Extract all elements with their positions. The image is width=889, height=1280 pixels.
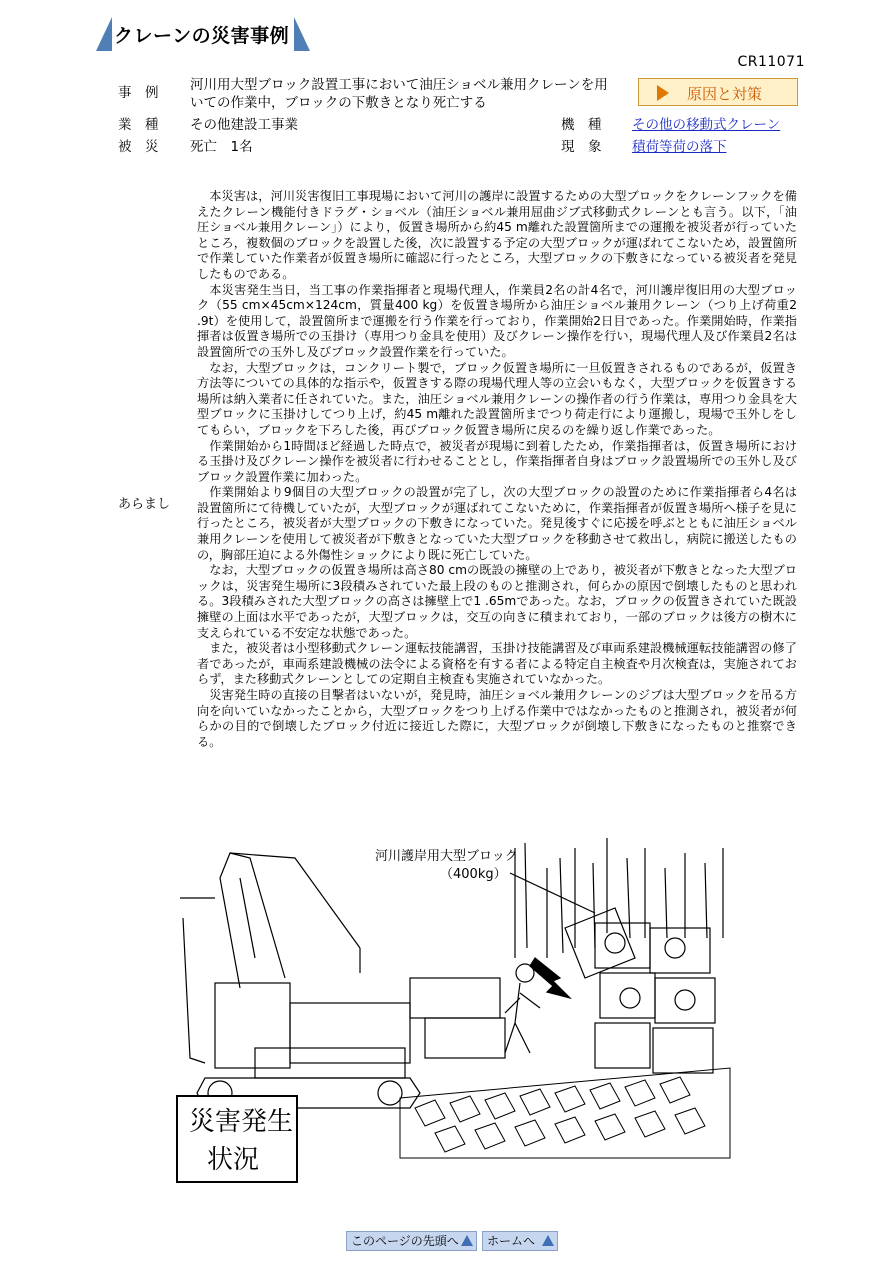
kikai-link[interactable]: その他の移動式クレーン: [632, 117, 781, 133]
cause-button-label: 原因と対策: [687, 85, 763, 103]
accident-illustration: [175, 838, 735, 1186]
back-to-top-button[interactable]: [346, 1231, 477, 1251]
summary-paragraph: また，被災者は小型移動式クレーン運転技能講習，玉掛け技能講習及び車両系建設機械運転技能講習の修了者であったが，車両系建設機械の法令による資格を有する者による特定自主検査や月次検査は，実施されておらず，また移動式クレーンとしての定期自主検査も実施されていなかった。: [197, 641, 797, 687]
block-label-line2: （400kg）: [440, 867, 507, 882]
excavator-crane: [180, 853, 420, 1108]
play-arrow-icon: [657, 85, 669, 101]
kikai-label: 機 種: [561, 117, 602, 133]
page-title-banner: [96, 17, 310, 51]
summary-paragraph: 本災害は，河川災害復旧工事現場において河川の護岸に設置するための大型ブロックをクレーンフックを備えたクレーン機能付きドラグ・ショベル（油圧ショベル兼用屈曲ジブ式移動式クレーンとも言う。以下，「油圧ショベル兼用クレーン」）により，仮置き場所から約45 m離れた設置箇所までの運搬を被災者が行っていたところ，複数個のブロックを設置した後，次に設置する予定の大型ブロックが運ばれてこないため，設置箇所で作業していた作業者が仮置き場所に確認に行ったところ，大型ブロックの下敷きになっている被災者を発見したものである。: [197, 189, 797, 281]
up-triangle-icon: [542, 1235, 554, 1246]
case-code: CR11071: [737, 54, 805, 70]
summary-paragraph: なお，大型ブロックは，コンクリート製で，ブロック仮置き場所に一旦仮置きされるものであるが，仮置き方法等についての具体的な指示や，仮置きする際の現場代理人等の立会いもなく，大型ブロックを仮置きする場所は納入業者に任されていた。また，油圧ショベル兼用クレーンの操作者の行う作業は，専用つり金具を大型ブロックに玉掛けしてつり上げ，約45 m離れた設置箇所までつり荷走行により運搬し，現場で玉外しをしてもらい，ブロックを下ろした後，再びブロック仮置き場所に戻るのを繰り返し作業であった。: [197, 360, 797, 437]
up-triangle-icon: [461, 1235, 473, 1246]
summary-paragraph: 本災害発生当日，当工事の作業指揮者と現場代理人，作業員2名の計4名で，河川護岸復旧用の大型ブロック（55 cm×45cm×124cm，質量400 kg）を仮置き場所から油圧ショベル兼用クレーン（つり上げ荷重2 .9t）を使用して，設置箇所まで運搬を行う作業を行っており，作業開始2日目であった。作業開始時，作業指揮者は仮置き場所での玉掛け（専用つり金具を使用）及びクレーン操作を行い，現場代理人及び作業員2名は設置箇所での玉外し及びブロック設置作業を行っていた。: [197, 282, 797, 359]
label-leader-line: [510, 873, 595, 913]
genshou-label: 現 象: [561, 139, 602, 155]
jirei-label: 事 例: [118, 85, 159, 101]
block-label-line1: 河川護岸用大型ブロック: [375, 849, 518, 864]
home-button[interactable]: [482, 1231, 558, 1251]
stamp-line1: 災害発生: [189, 1107, 294, 1137]
cause-and-measures-button[interactable]: [638, 78, 798, 106]
summary-paragraph: 作業開始より9個目の大型ブロックの設置が完了し，次の大型ブロックの設置のために作業指揮者ら4名は設置箇所にて待機していたが，大型ブロックが運ばれてこないために，作業指揮者が仮置き場所へ様子を見に行ったところ，被災者が大型ブロックの下敷きになっていた。発見後すぐに応援を呼ぶとともに油圧ショベル兼用クレーンを使用して被災者が下敷きとなっていた大型ブロックを移動させて救出し，病院に搬送したものの，胸部圧迫による外傷性ショックにより既に死亡していた。: [197, 485, 797, 562]
jirei-value-line1: 河川用大型ブロック設置工事において油圧ショベル兼用クレーンを用: [190, 77, 608, 93]
back-to-top-label: このページの先頭へ: [351, 1234, 459, 1248]
hisai-label: 被 災: [118, 139, 159, 155]
summary-paragraph: 作業開始から1時間ほど経過した時点で，被災者が現場に到着したため，作業指揮者は，仮置き場所における玉掛け及びクレーン操作を被災者に行わせることとし，作業指揮者自身はブロック設置場所での玉外し及びブロック設置作業に加わった。: [197, 438, 797, 484]
gyoushu-label: 業 種: [118, 117, 159, 133]
lattice-revetment: [400, 1068, 730, 1158]
worker-figure: [505, 964, 540, 1053]
home-label: ホームへ: [487, 1234, 536, 1248]
page-title: クレーンの災害事例: [114, 25, 290, 47]
jirei-value-line2: いての作業中，ブロックの下敷きとなり死亡する: [190, 95, 487, 111]
genshou-link[interactable]: 積荷等荷の落下: [632, 139, 727, 155]
gyoushu-value: その他建設工事業: [190, 117, 298, 133]
fall-arrow: [530, 958, 570, 998]
summary-body: [197, 189, 797, 750]
jirei-value: [190, 76, 630, 112]
trees-background: [515, 838, 723, 958]
stamp-line2: 状況: [207, 1145, 260, 1175]
summary-paragraph: 災害発生時の直接の目撃者はいないが，発見時，油圧ショベル兼用クレーンのジブは大型ブロックを吊る方向を向いていなかったことから，大型ブロックをつり上げる作業中ではなかったものと推測され，被災者が何らかの目的で倒壊したブロック付近に接近した際に，大型ブロックが倒壊し下敷きになったものと推察できる。: [197, 688, 797, 749]
summary-paragraph: なお，大型ブロックの仮置き場所は高さ80 cmの既設の擁壁の上であり，被災者が下敷きとなった大型ブロックは，災害発生場所に3段積みされていた最上段のものと推測され，何らかの原因で倒壊したものと思われる。3段積みされた大型ブロックの高さは擁壁上で1 .65mであった。なお，ブロックの仮置きされていた既設擁壁の上面は水平であったが，大型ブロックは，交互の向きに積まれており，一部のブロックは後方の樹木に支えられている不安定な状態であった。: [197, 563, 797, 640]
hisai-value: 死亡 1名: [190, 139, 253, 155]
arasi-label: あらまし: [118, 497, 171, 512]
